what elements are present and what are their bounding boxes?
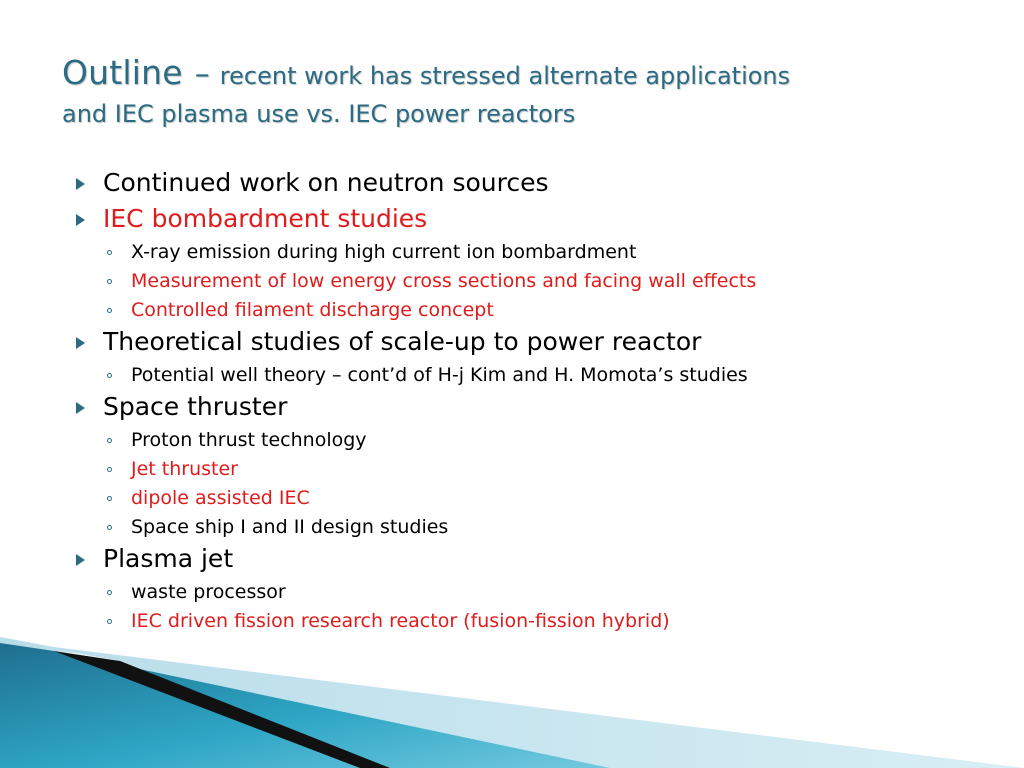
sub-bullet-text: X-ray emission during high current ion bombardment	[131, 241, 637, 263]
sub-bullet-filament-discharge	[76, 296, 936, 325]
sub-bullet-proton-thrust	[76, 426, 936, 455]
arrow-bullet-icon	[76, 402, 85, 414]
circle-bullet-icon	[107, 438, 112, 443]
circle-bullet-icon	[107, 496, 112, 501]
slide-title-dash: –	[194, 57, 210, 92]
sub-bullet-text: Jet thruster	[131, 458, 238, 480]
sub-bullet-waste-processor	[76, 578, 936, 607]
arrow-bullet-icon	[76, 214, 85, 226]
sub-bullet-text: Measurement of low energy cross sections and facing wall effects	[131, 270, 757, 292]
sub-bullet-text: Space ship I and II design studies	[131, 516, 449, 538]
sub-bullet-text: IEC driven fission research reactor (fusion-fission hybrid)	[131, 610, 670, 632]
bullet-text: Plasma jet	[103, 544, 234, 573]
slide-title-subtitle-line-1: recent work has stressed alternate applications	[219, 62, 791, 90]
slide-title-main: Outline	[62, 53, 183, 92]
circle-bullet-icon	[107, 619, 112, 624]
bullet-neutron-sources	[76, 166, 936, 200]
circle-bullet-icon	[107, 279, 112, 284]
slide-title	[62, 53, 962, 128]
sub-bullet-dipole-assisted-iec	[76, 484, 936, 513]
bullet-space-thruster	[76, 390, 936, 424]
decorative-swoosh	[0, 633, 1024, 768]
bullet-text: Space thruster	[103, 392, 288, 421]
slide-content	[76, 166, 936, 636]
sub-bullet-text: Controlled filament discharge concept	[131, 299, 494, 321]
sub-bullet-x-ray-emission	[76, 238, 936, 267]
circle-bullet-icon	[107, 590, 112, 595]
circle-bullet-icon	[107, 525, 112, 530]
arrow-bullet-icon	[76, 178, 85, 190]
sub-bullet-space-ship-design	[76, 513, 936, 542]
circle-bullet-icon	[107, 308, 112, 313]
circle-bullet-icon	[107, 250, 112, 255]
bullet-text: Continued work on neutron sources	[103, 168, 549, 197]
sub-bullet-cross-sections	[76, 267, 936, 296]
bullet-iec-bombardment-studies	[76, 202, 936, 236]
sub-bullet-text: Potential well theory – cont’d of H-j Kim and H. Momota’s studies	[131, 364, 748, 386]
bullet-plasma-jet	[76, 542, 936, 576]
arrow-bullet-icon	[76, 337, 85, 349]
sub-bullet-fission-research-reactor	[76, 607, 936, 636]
arrow-bullet-icon	[76, 554, 85, 566]
sub-bullet-potential-well-theory	[76, 361, 936, 390]
sub-bullet-text: waste processor	[131, 581, 286, 603]
circle-bullet-icon	[107, 373, 112, 378]
sub-bullet-jet-thruster	[76, 455, 936, 484]
bullet-theoretical-studies	[76, 325, 936, 359]
bullet-text: IEC bombardment studies	[103, 204, 428, 233]
bullet-text: Theoretical studies of scale-up to power reactor	[103, 327, 702, 356]
sub-bullet-text: Proton thrust technology	[131, 429, 367, 451]
circle-bullet-icon	[107, 467, 112, 472]
sub-bullet-text: dipole assisted IEC	[131, 487, 310, 509]
slide-title-subtitle-line-2: and IEC plasma use vs. IEC power reactors	[62, 100, 576, 128]
